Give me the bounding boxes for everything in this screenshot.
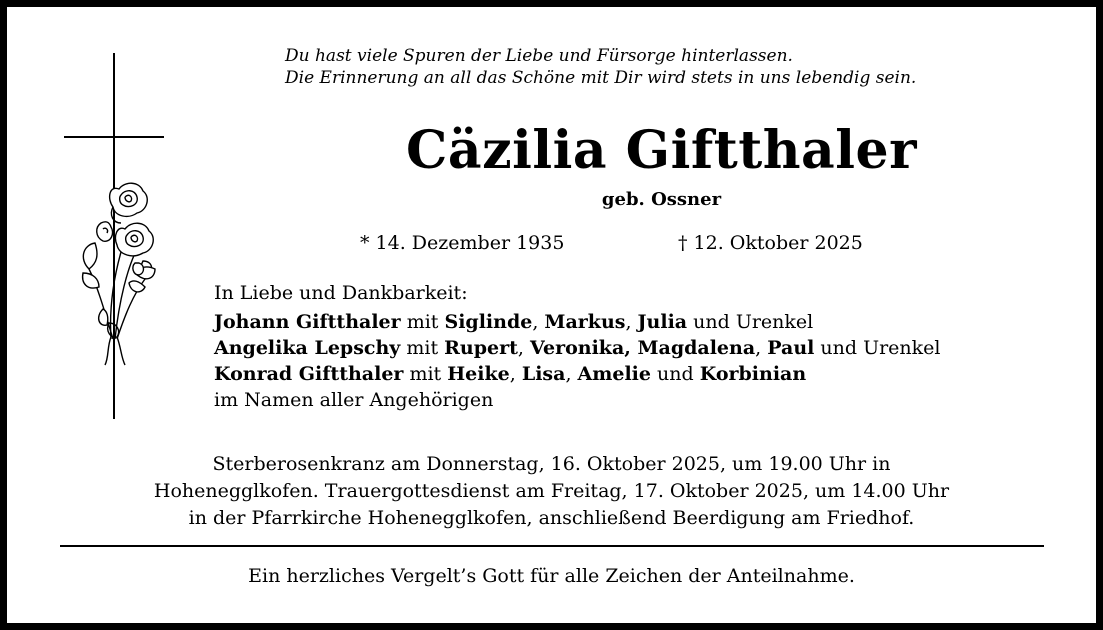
mourner-name: Siglinde bbox=[444, 311, 533, 333]
mourners-closing: im Namen aller Angehörigen bbox=[214, 389, 494, 411]
connector-text: und bbox=[651, 363, 700, 385]
mourner-name: Johann Giftthaler bbox=[214, 311, 401, 333]
connector-text: , bbox=[755, 337, 768, 359]
mourner-name: Veronika, Magdalena bbox=[529, 337, 756, 359]
divider bbox=[60, 545, 1044, 547]
death-date: † 12. Oktober 2025 bbox=[678, 232, 863, 254]
mourner-line-2 bbox=[214, 335, 941, 361]
mourner-name: Angelika Lepschy bbox=[214, 337, 401, 359]
mourner-name: Korbinian bbox=[699, 363, 807, 385]
mourners-intro: In Liebe und Dankbarkeit: bbox=[214, 282, 468, 304]
mourner-name: Paul bbox=[767, 337, 815, 359]
deceased-name: Cäzilia Giftthaler bbox=[406, 120, 917, 181]
quote-line-1: Du hast viele Spuren der Liebe und Fürsorge hinterlassen. bbox=[285, 46, 793, 66]
thanks-note: Ein herzliches Vergelt’s Gott für alle Zeichen der Anteilnahme. bbox=[248, 565, 855, 587]
mourner-name: Rupert bbox=[444, 337, 518, 359]
mourner-name: Lisa bbox=[521, 363, 566, 385]
connector-text: , bbox=[565, 363, 578, 385]
connector-text: mit bbox=[400, 337, 445, 359]
connector-text: , bbox=[625, 311, 638, 333]
mourner-name: Amelie bbox=[577, 363, 651, 385]
funeral-service-info bbox=[7, 451, 1096, 532]
connector-text: und Urenkel bbox=[814, 337, 941, 359]
cross-with-roses-icon bbox=[59, 47, 169, 419]
service-line-3: in der Pfarrkirche Hohenegglkofen, anschließend Beerdigung am Friedhof. bbox=[188, 507, 915, 529]
service-line-1: Sterberosenkranz am Donnerstag, 16. Oktober 2025, um 19.00 Uhr in bbox=[212, 453, 891, 475]
connector-text: mit bbox=[403, 363, 448, 385]
birth-date: * 14. Dezember 1935 bbox=[360, 232, 565, 254]
connector-text: und Urenkel bbox=[687, 311, 814, 333]
memorial-quote bbox=[285, 45, 916, 89]
birth-name: geb. Ossner bbox=[601, 189, 722, 210]
mourner-name: Julia bbox=[637, 311, 688, 333]
mourner-name: Markus bbox=[544, 311, 626, 333]
connector-text: mit bbox=[400, 311, 445, 333]
mourner-line-3 bbox=[214, 361, 941, 387]
quote-line-2: Die Erinnerung an all das Schöne mit Dir wird stets in uns lebendig sein. bbox=[285, 68, 917, 88]
connector-text: , bbox=[532, 311, 545, 333]
connector-text: , bbox=[517, 337, 530, 359]
mourners-block bbox=[214, 280, 941, 413]
service-line-2: Hohenegglkofen. Trauergottesdienst am Freitag, 17. Oktober 2025, um 14.00 Uhr bbox=[153, 480, 950, 502]
mourner-name: Heike bbox=[447, 363, 510, 385]
mourner-name: Konrad Giftthaler bbox=[214, 363, 404, 385]
mourner-line-1 bbox=[214, 309, 941, 335]
connector-text: , bbox=[509, 363, 522, 385]
